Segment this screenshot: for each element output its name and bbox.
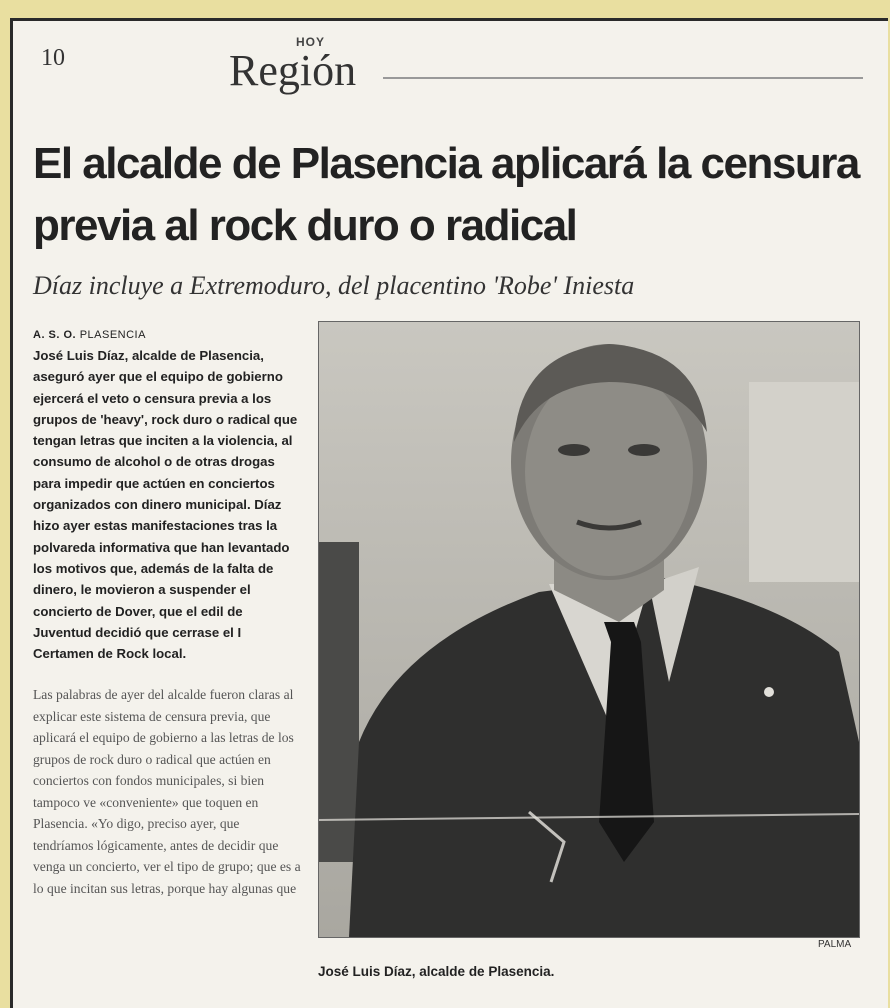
page-number: 10 bbox=[41, 45, 65, 71]
subheadline: Díaz incluye a Extremoduro, del placentino 'Robe' Iniesta bbox=[33, 271, 635, 300]
byline-author: A. S. O. bbox=[33, 329, 77, 341]
section-title: Región bbox=[229, 46, 357, 95]
article-body: Las palabras de ayer del alcalde fueron claras al explicar este sistema de censura previa, que aplicará el equipo de gobierno a las letras de los grupos de rock duro o radical que actúen en conciertos con fondos municipales, si bien tampoco ve «conveniente» que toquen en Plasencia. «Yo digo, preciso ayer, que tendríamos lógicamente, antes de decidir que venga un concierto, ver el tipo de grupo; que es a lo que incitan sus letras, porque hay algunas que bbox=[33, 687, 301, 896]
byline bbox=[33, 329, 303, 341]
article-lede: José Luis Díaz, alcalde de Plasencia, aseguró ayer que el equipo de gobierno ejercerá el veto o censura previa a los grupos de 'heavy', rock duro o radical que tengan letras que inciten a la violencia, al consumo de alcohol o de otras drogas para impedir que actúen en conciertos organizados con dinero municipal. Díaz hizo ayer estas manifestaciones tras la polvareda informativa que han levantado los motivos que, además de la falta de dinero, le movieron a suspender el concierto de Dover, que el edil de Juventud decidió que cerrase el I Certamen de Rock local. bbox=[33, 348, 298, 662]
portrait-illustration bbox=[319, 322, 859, 937]
photo-caption: José Luis Díaz, alcalde de Plasencia. bbox=[318, 964, 555, 979]
byline-place: PLASENCIA bbox=[79, 329, 146, 341]
article-column bbox=[33, 329, 303, 899]
newspaper-name: HOY bbox=[296, 35, 326, 49]
portrait-photo bbox=[318, 321, 860, 938]
header-rule bbox=[383, 77, 863, 79]
photo-credit: PALMA bbox=[818, 939, 852, 950]
headline: El alcalde de Plasencia aplicará la censura previa al rock duro o radical bbox=[33, 139, 859, 250]
newspaper-page bbox=[10, 18, 888, 1008]
